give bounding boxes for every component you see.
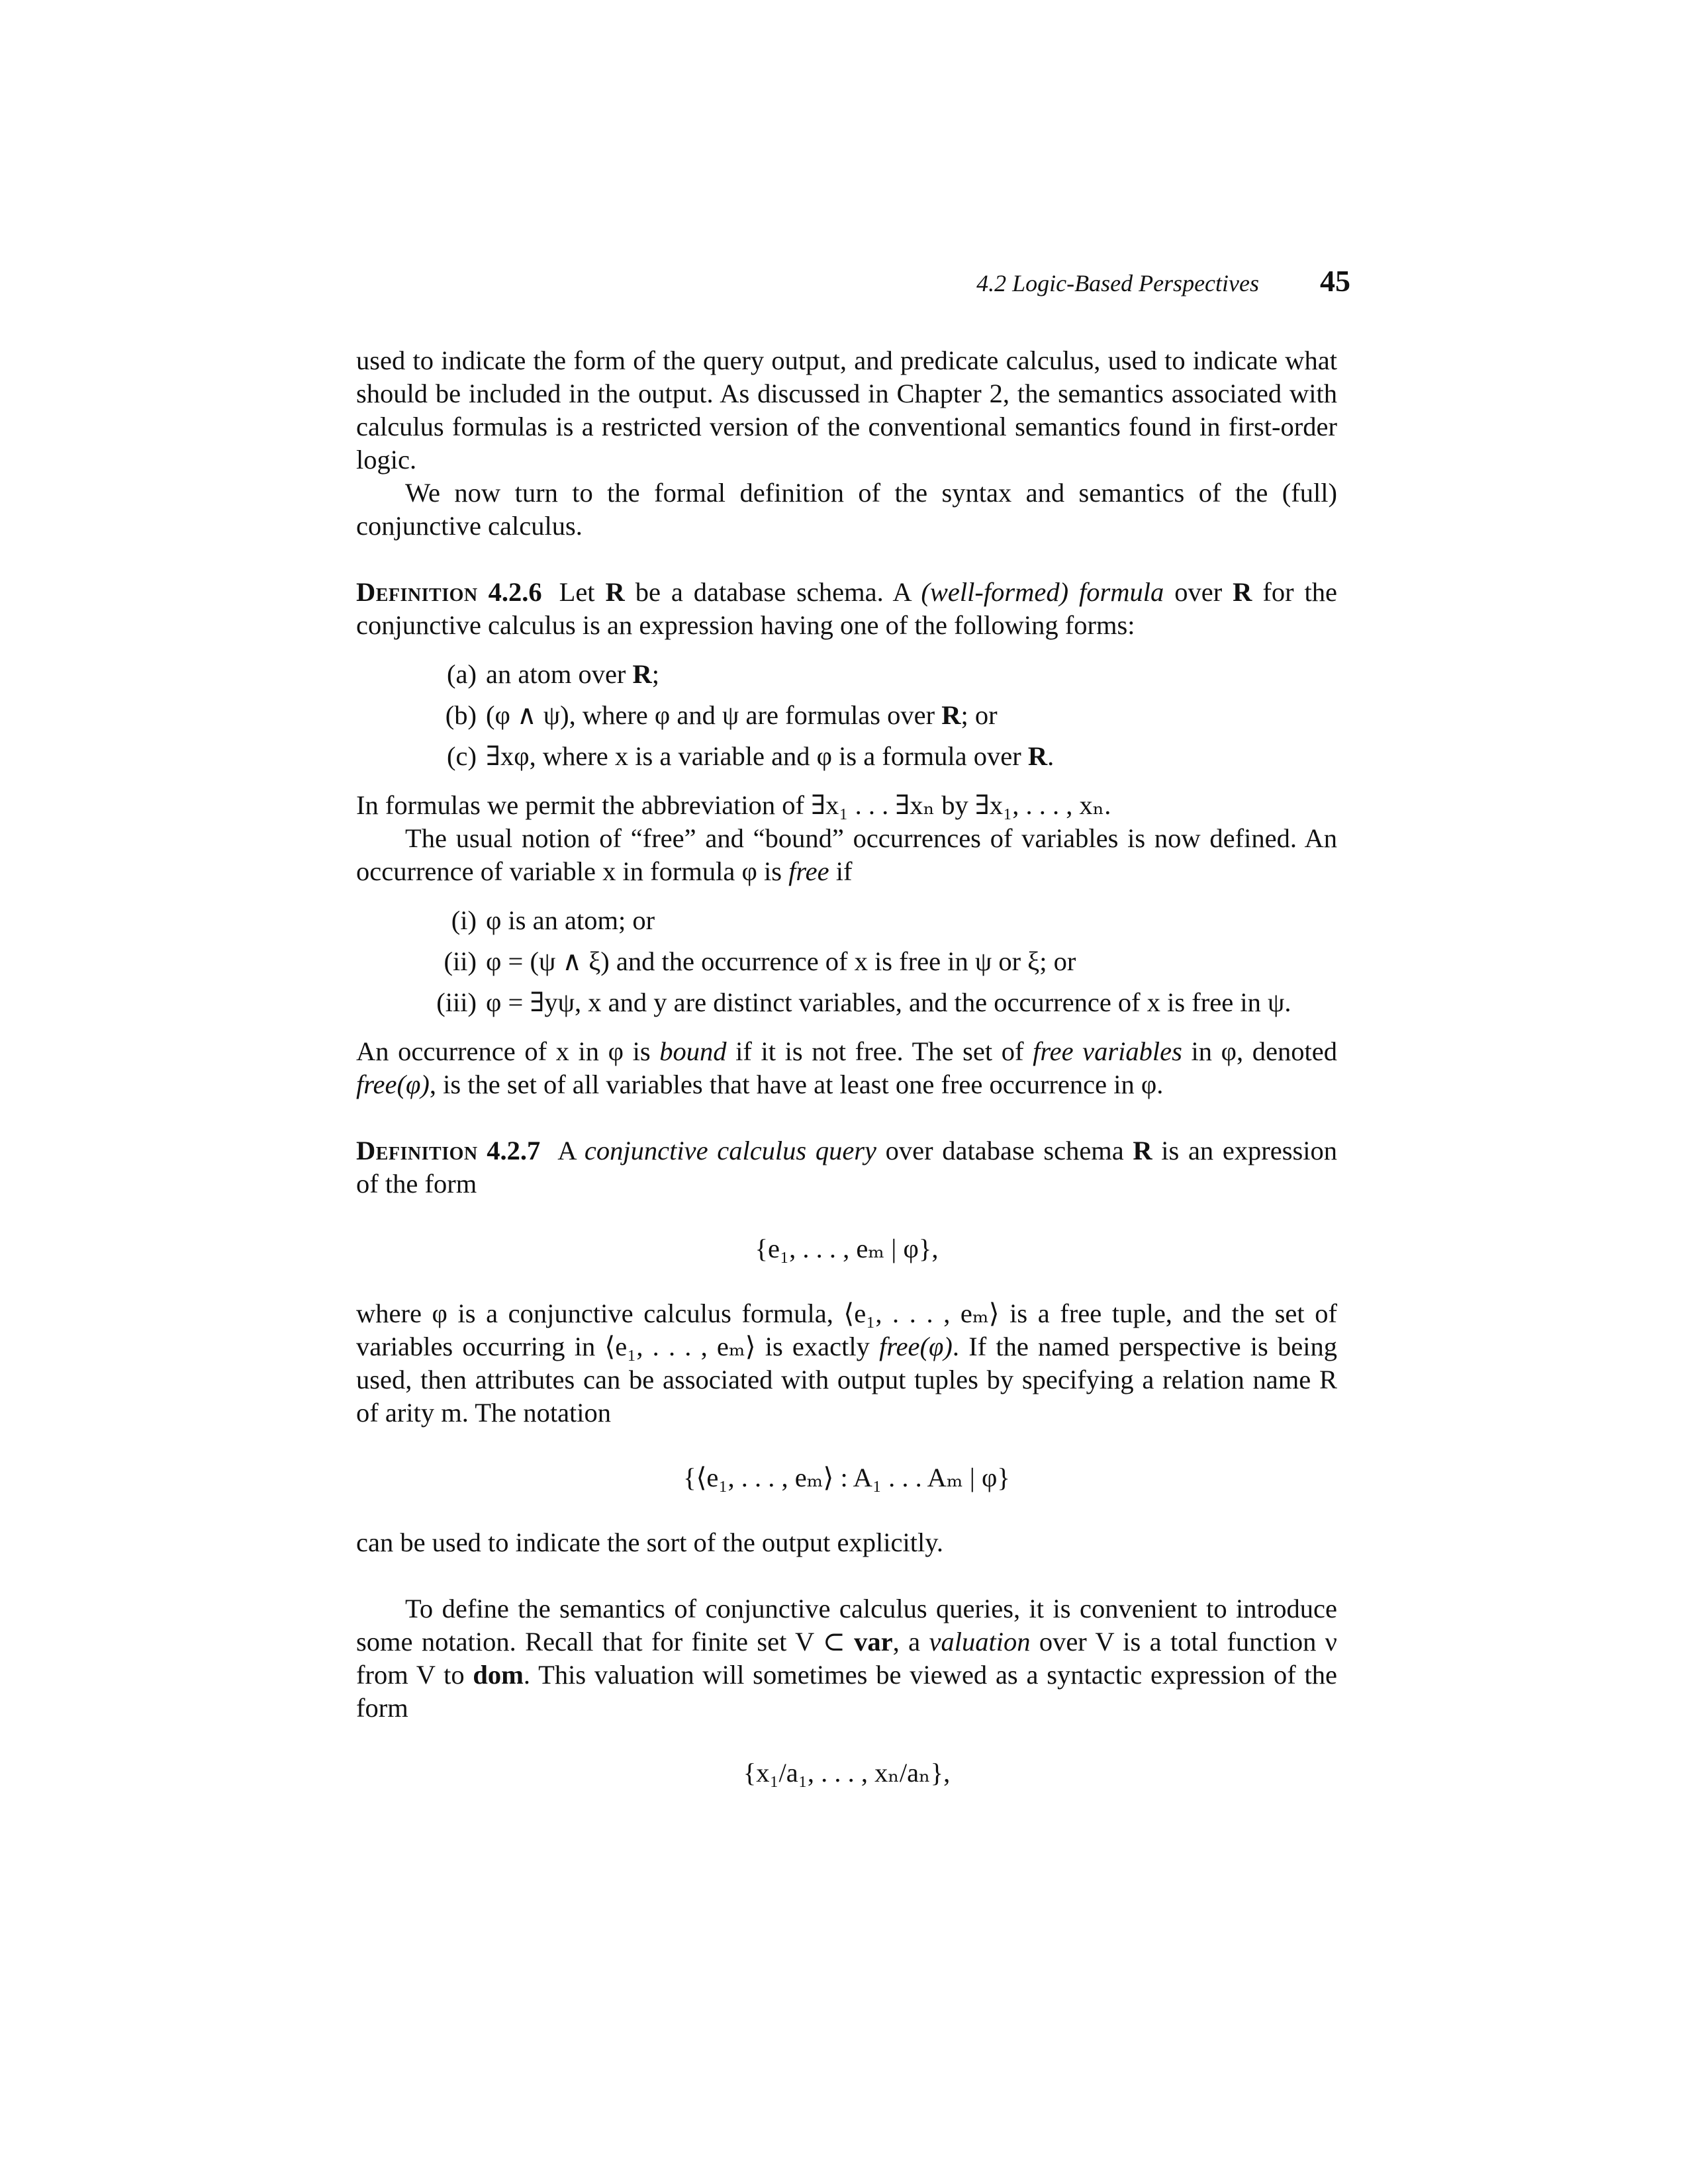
list-item — [416, 695, 1337, 736]
list-item-text: an atom over R; — [486, 659, 660, 689]
paragraph-abbreviation: In formulas we permit the abbreviation of ∃x₁ . . . ∃xₙ by ∃x₁, . . . , xₙ. — [356, 790, 1111, 820]
display-equation-named: {⟨e₁, . . . , eₘ⟩ : A₁ . . . Aₘ | φ} — [683, 1463, 1010, 1492]
math-term: var — [854, 1627, 893, 1657]
list-item-label: (b) — [445, 700, 477, 730]
math-term: free(φ) — [356, 1069, 430, 1099]
page-number: 45 — [1320, 264, 1350, 298]
page-body — [356, 344, 1337, 1821]
running-header — [861, 263, 1350, 298]
list-item — [416, 654, 1337, 695]
formula-forms-list — [416, 654, 1337, 777]
free-conditions-list — [409, 900, 1337, 1023]
defined-term: (well-formed) formula — [921, 577, 1164, 607]
list-item-text: φ = ∃yψ, x and y are distinct variables, and the occurrence of x is free in ψ. — [486, 987, 1291, 1017]
definition-4-2-7: Definition 4.2.7 A conjunctive calculus query over database schema R is an expression of the form — [356, 1136, 1338, 1199]
paragraph-transition: We now turn to the formal definition of the syntax and semantics of the (full) conjunctive calculus. — [356, 478, 1337, 541]
list-item-label: (i) — [451, 905, 477, 935]
list-item-label: (c) — [447, 741, 477, 771]
list-item — [409, 982, 1337, 1023]
list-item — [416, 736, 1337, 777]
definition-text: be a database schema. A — [624, 577, 921, 607]
list-item-label: (ii) — [444, 946, 477, 976]
defined-term: bound — [659, 1036, 727, 1066]
definition-label: Definition — [356, 577, 478, 607]
defined-term: free — [788, 856, 829, 886]
math-term: dom — [473, 1660, 524, 1690]
list-item-label: (a) — [447, 659, 477, 689]
definition-text: for the conjunctive calculus is an expression having one of the following forms: — [356, 577, 1337, 640]
definition-number: 4.2.7 — [487, 1136, 541, 1165]
list-item-label: (iii) — [436, 987, 477, 1017]
paragraph-bound-definition: An occurrence of x in φ is bound if it is not free. The set of free variables in φ, denoted free(φ), is the set of all variables that have at least one free occurrence in φ. — [356, 1036, 1337, 1099]
math-term: free(φ) — [879, 1332, 953, 1361]
paragraph-free-bound: The usual notion of “free” and “bound” occurrences of variables is now defined. An occurrence of variable x in formula φ is free if — [356, 823, 1337, 886]
paragraph-valuation: To define the semantics of conjunctive calculus queries, it is convenient to introduce some notation. Recall that for finite set V ⊂ var, a valuation over V is a total function ν from V to dom. This valuation will sometimes be viewed as a syntactic expression of the form — [356, 1594, 1337, 1723]
definition-text: Let — [559, 577, 606, 607]
definition-text: over — [1164, 577, 1233, 607]
definition-4-2-6 — [356, 576, 1337, 642]
display-equation-query: {e₁, . . . , eₘ | φ}, — [755, 1234, 939, 1263]
list-item-text: φ is an atom; or — [486, 905, 655, 935]
defined-term: free variables — [1033, 1036, 1182, 1066]
schema-symbol: R — [1233, 577, 1252, 607]
definition-number: 4.2.6 — [488, 577, 542, 607]
section-title: 4.2 Logic-Based Perspectives — [976, 270, 1259, 296]
paragraph-query-explanation: where φ is a conjunctive calculus formula, ⟨e₁, . . . , eₘ⟩ is a free tuple, and the set of variables occurring in ⟨e₁, . . . , eₘ⟩ is exactly free(φ). If the named perspective is being used, then attributes can be associated with output tuples by specifying a relation name R of arity m. The notation — [356, 1298, 1337, 1428]
defined-term: conjunctive calculus query — [584, 1136, 877, 1165]
list-item — [409, 900, 1337, 941]
defined-term: valuation — [929, 1627, 1031, 1657]
list-item-text: (φ ∧ ψ), where φ and ψ are formulas over R; or — [486, 700, 998, 730]
list-item-text: ∃xφ, where x is a variable and φ is a formula over R. — [486, 741, 1055, 771]
list-item — [409, 941, 1337, 982]
display-equation-valuation: {x₁/a₁, . . . , xₙ/aₙ}, — [743, 1758, 951, 1788]
paragraph-sort: can be used to indicate the sort of the output explicitly. — [356, 1527, 944, 1557]
paragraph-intro: used to indicate the form of the query output, and predicate calculus, used to indicate what should be included in the output. As discussed in Chapter 2, the semantics associated with calculus formulas is a restricted version of the conventional semantics found in first-order logic. — [356, 345, 1337, 475]
definition-label: Definition — [356, 1136, 478, 1165]
list-item-text: φ = (ψ ∧ ξ) and the occurrence of x is free in ψ or ξ; or — [486, 946, 1076, 976]
schema-symbol: R — [605, 577, 625, 607]
schema-symbol: R — [1133, 1136, 1152, 1165]
